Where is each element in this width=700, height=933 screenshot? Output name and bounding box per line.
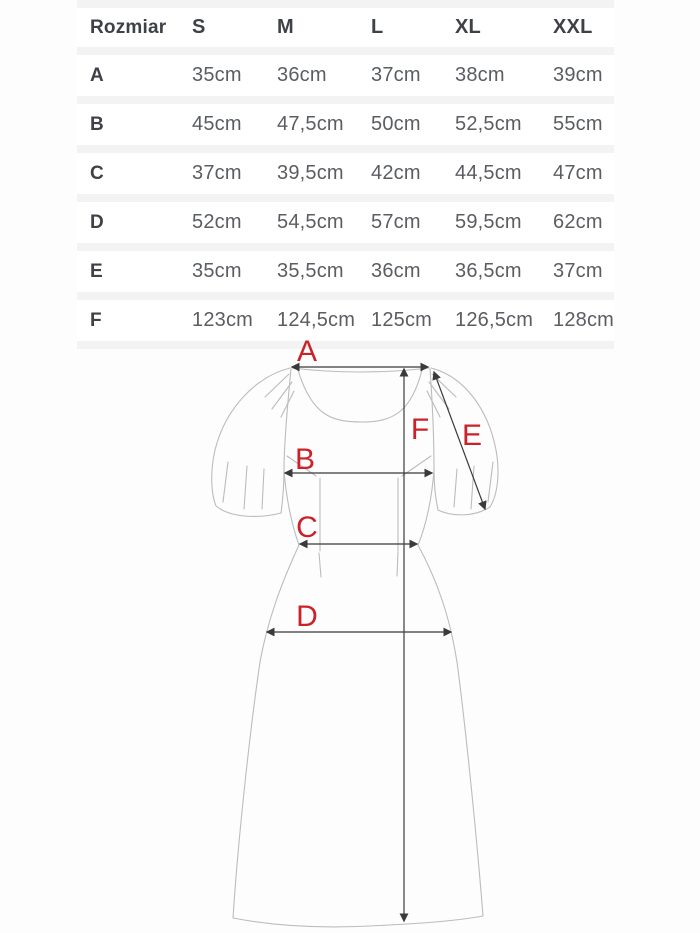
- cell-value: 36,5cm: [455, 260, 522, 282]
- header-size-s: S: [192, 16, 206, 38]
- cell-value: 39cm: [553, 64, 603, 86]
- cell-value: 39,5cm: [277, 162, 344, 184]
- cell-value: 36cm: [277, 64, 327, 86]
- row-label: F: [90, 309, 102, 331]
- header-rozmiar: Rozmiar: [90, 16, 167, 38]
- cell-value: 36cm: [371, 260, 421, 282]
- measure-label-e: E: [461, 419, 482, 452]
- cell-value: 52,5cm: [455, 113, 522, 135]
- header-size-xl: XL: [455, 16, 481, 38]
- cell-value: 54,5cm: [277, 211, 344, 233]
- cell-value: 125cm: [371, 309, 433, 331]
- measure-label-b: B: [294, 443, 315, 476]
- header-size-m: M: [277, 16, 294, 38]
- cell-value: 123cm: [192, 309, 254, 331]
- cell-value: 45cm: [192, 113, 242, 135]
- header-size-xxl: XXL: [553, 16, 593, 38]
- cell-value: 55cm: [553, 113, 603, 135]
- row-label: E: [90, 260, 103, 282]
- row-label: D: [90, 211, 104, 233]
- cell-value: 47cm: [553, 162, 603, 184]
- cell-value: 128cm: [553, 309, 615, 331]
- cell-value: 37cm: [553, 260, 603, 282]
- cell-value: 35cm: [192, 64, 242, 86]
- cell-value: 126,5cm: [455, 309, 534, 331]
- cell-value: 37cm: [192, 162, 242, 184]
- cell-value: 35cm: [192, 260, 242, 282]
- cell-value: 59,5cm: [455, 211, 522, 233]
- cell-value: 57cm: [371, 211, 421, 233]
- measure-label-d: D: [296, 600, 318, 633]
- row-label: B: [90, 113, 104, 135]
- cell-value: 47,5cm: [277, 113, 344, 135]
- measure-label-f: F: [410, 413, 430, 446]
- measure-label-c: C: [296, 511, 318, 544]
- cell-value: 42cm: [371, 162, 421, 184]
- cell-value: 38cm: [455, 64, 505, 86]
- cell-value: 35,5cm: [277, 260, 344, 282]
- cell-value: 124,5cm: [277, 309, 356, 331]
- dress-outline-sketch: [212, 368, 498, 927]
- row-label: A: [90, 64, 104, 86]
- row-label: C: [90, 162, 104, 184]
- cell-value: 52cm: [192, 211, 242, 233]
- cell-value: 37cm: [371, 64, 421, 86]
- header-size-l: L: [371, 16, 384, 38]
- measure-label-a: A: [296, 335, 317, 368]
- cell-value: 44,5cm: [455, 162, 522, 184]
- cell-value: 50cm: [371, 113, 421, 135]
- cell-value: 62cm: [553, 211, 603, 233]
